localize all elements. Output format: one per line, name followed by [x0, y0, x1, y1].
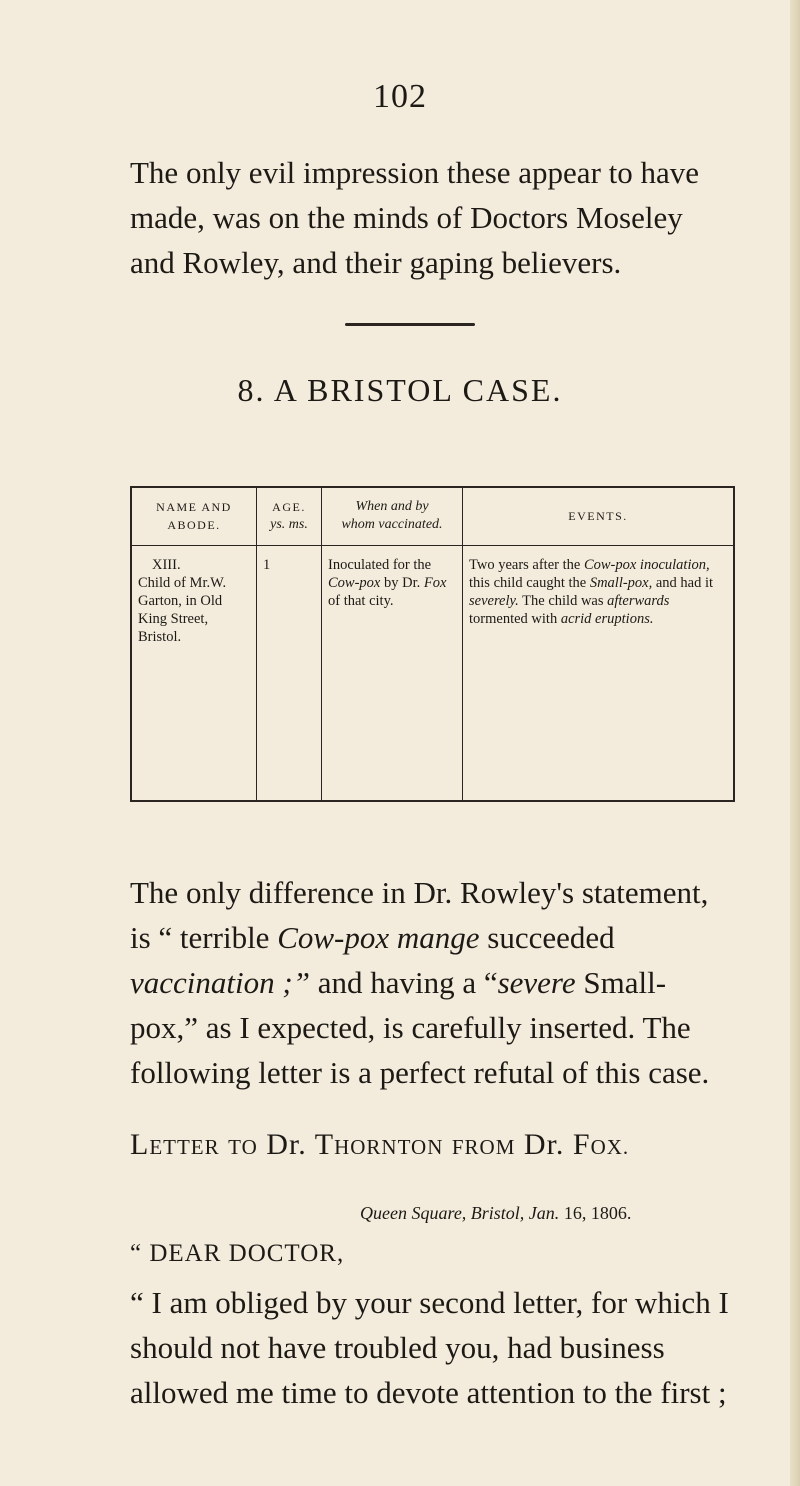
letter-body: “ I am obliged by your second letter, for which I should not have troubled you, had business allowed me time to devote attention to the first ;	[130, 1285, 729, 1410]
page-edge	[790, 0, 800, 1486]
case-table	[130, 486, 735, 802]
page-number: 102	[373, 78, 427, 115]
cell-age: 1	[257, 545, 322, 801]
header-age: AGE. ys. ms.	[257, 487, 322, 545]
cell-when-by-whom: Inoculated for the Cow-pox by Dr. Fox of that city.	[322, 545, 463, 801]
intro-paragraph: The only evil impression these appear to have made, was on the minds of Doctors Moseley and Rowley, and their gaping believers.	[130, 155, 700, 280]
body-paragraph: The only difference in Dr. Rowley's statement, is “ terrible Cow-pox mange succeeded vaccination ;” and having a “severe Small-pox,” as I expected, is carefully inserted. The following letter is a perfect refutal of this case.	[130, 875, 710, 1090]
cell-name-abode: XIII. Child of Mr.W. Garton, in Old King Street, Bristol.	[131, 545, 257, 801]
letter-title: LETTER TO Dr. THORNTON FROM Dr. FOX.	[130, 1128, 630, 1161]
letter-dateline: Queen Square, Bristol, Jan. 16, 1806.	[360, 1203, 632, 1223]
header-when-by-whom: When and by whom vaccinated.	[322, 487, 463, 545]
letter-salutation: “ DEAR DOCTOR,	[130, 1240, 345, 1267]
section-divider	[345, 323, 475, 326]
header-events: EVENTS.	[463, 487, 735, 545]
table-row	[131, 545, 734, 801]
header-name-abode: NAME AND ABODE.	[131, 487, 257, 545]
table-header-row	[131, 487, 734, 545]
section-heading: 8. A BRISTOL CASE.	[237, 372, 563, 408]
cell-events: Two years after the Cow-pox inoculation, this child caught the Small-pox, and had it severely. The child was afterwards tormented with acrid eruptions.	[463, 545, 735, 801]
